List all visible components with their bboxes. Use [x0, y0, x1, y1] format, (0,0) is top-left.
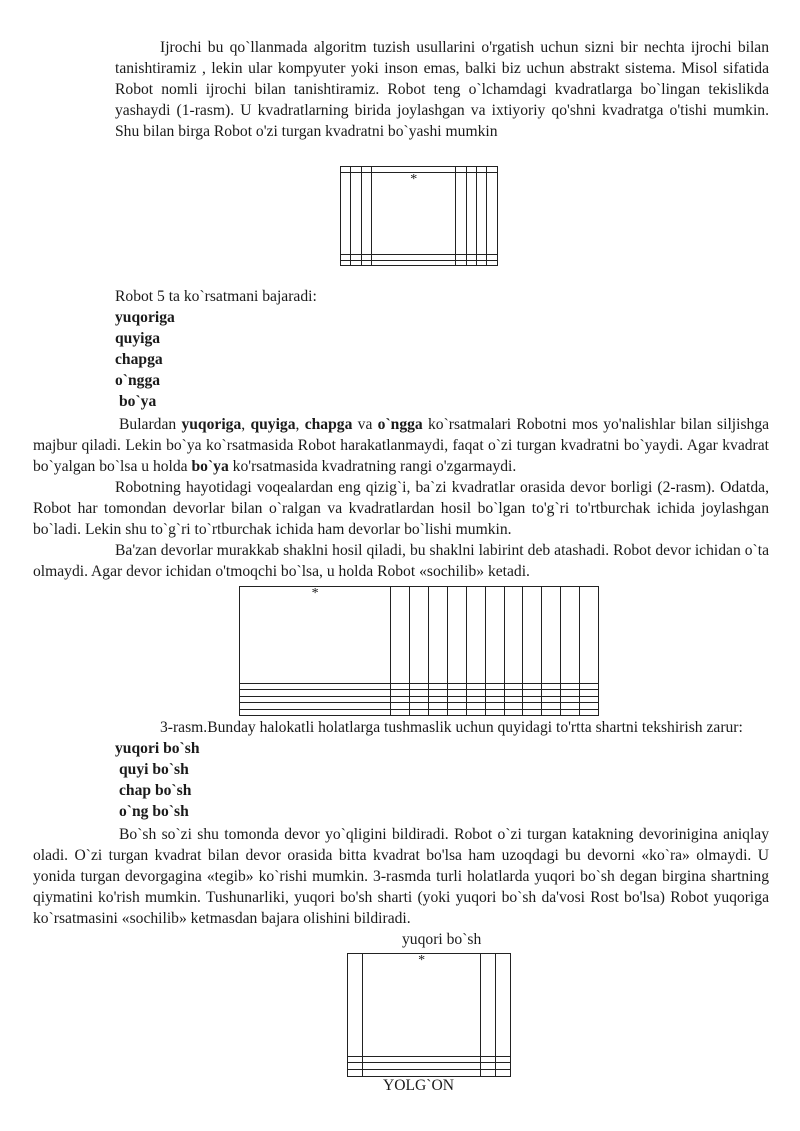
labyrinth-paragraph: Ba'zan devorlar murakkab shaklni hosil qiladi, bu shaklni labirint deb atashadi. Robot devor ichidan o`ta olmaydi. Agar devor ichidan o'tmoqchi bo`lsa, u holda Robot «sochilib» ketadi. [33, 542, 769, 580]
grid-cell [496, 1063, 511, 1070]
command-quyiga: quyiga [115, 330, 161, 347]
condition-ong-bosh: o`ng bo`sh [119, 803, 189, 820]
walls-paragraph: Robotning hayotidagi voqealardan eng qizig`i, ba`zi kvadratlar orasida devor borligi (2-rasm). Odatda, Robot har tomondan devorlar bilan o`ralgan va kvadratlardan hosil bo`lgan to'g`ri to'rtburchak ichida joylashgan bo`ladi. Lekin shu to`g`ri to`rtburchak ichida ham devorlar bo`lishi mumkin. [33, 479, 769, 538]
grid-cell [561, 709, 580, 716]
grid-cell [391, 587, 410, 684]
figure3-caption: 3-rasm.Bunday halokatli holatlarga tushmaslik uchun quyidagi to'rtta shartni tekshirish zarur: [160, 719, 743, 736]
grid-cell [466, 260, 476, 266]
grid-cell [542, 587, 561, 684]
grid-cell [487, 172, 498, 255]
grid-cell [496, 1056, 511, 1063]
grid-cell [456, 260, 466, 266]
grid-cell [410, 709, 429, 716]
command-yuqoriga: yuqoriga [115, 309, 175, 326]
robot-marker: * [410, 171, 418, 187]
grid-cell [504, 709, 523, 716]
figure3-bottom-label: YOLG`ON [383, 1077, 455, 1094]
grid-cell [240, 709, 391, 716]
figure3-grid [347, 953, 511, 1077]
grid-cell [361, 172, 371, 255]
grid-cell [348, 954, 363, 1057]
robot-marker: * [311, 586, 319, 601]
grid-cell [362, 1063, 481, 1070]
grid-cell [351, 260, 361, 266]
grid-cell [580, 709, 599, 716]
grid-cell [362, 954, 481, 1057]
grid-cell [372, 172, 456, 255]
command-chapga: chapga [115, 351, 163, 368]
figure1-grid [340, 166, 498, 266]
grid-cell [466, 709, 485, 716]
grid-cell [372, 260, 456, 266]
grid-cell [476, 260, 486, 266]
grid-cell [447, 587, 466, 684]
grid-cell [481, 954, 496, 1057]
command-ongga: o`ngga [115, 372, 161, 389]
grid-row [341, 260, 498, 266]
grid-cell [348, 1070, 363, 1077]
grid-cell [466, 172, 476, 255]
grid-cell [341, 260, 351, 266]
grid-row [348, 1070, 511, 1077]
grid-cell [456, 172, 466, 255]
figure3-top-label: yuqori bo`sh [402, 931, 482, 948]
grid-cell [561, 587, 580, 684]
command-boya: bo`ya [119, 393, 157, 410]
grid-row [341, 172, 498, 255]
grid-cell [481, 1063, 496, 1070]
grid-cell [348, 1056, 363, 1063]
grid-cell [481, 1056, 496, 1063]
grid-cell [504, 587, 523, 684]
grid-cell [361, 260, 371, 266]
grid-cell [341, 172, 351, 255]
grid-cell [485, 587, 504, 684]
grid-cell [428, 587, 447, 684]
intro-paragraph: Ijrochi bu qo`llanmada algoritm tuzish usullarini o'rgatish uchun sizni bir nechta ijrochi bilan tanishtiramiz , lekin ular kompyuter yoki inson emas, balki biz uchun abstrakt sistema. Misol sifatida Robot nomli ijrochi bilan tanishtiramiz. Robot teng o`lchamdagi kvadratlarga bo`lingan tekislikda yashaydi (1-rasm). U kvadratlarning birida joylashgan va ixtiyoriy qo'shni kvadratga o'tishi mumkin. Shu bilan birga Robot o'zi turgan kvadratni bo`yashi mumkin [115, 39, 769, 140]
grid-cell [348, 1063, 363, 1070]
grid-cell [542, 709, 561, 716]
conditions-explanation-paragraph: Bo`sh so`zi shu tomonda devor yo`qligini bildiradi. Robot o`zi turgan katakning devorinigina aniqlay oladi. O`zi turgan kvadrat bilan devor orasida bitta kvadrat bo'lsa ham uzoqdagi bu devorni «ko`ra» olmaydi. U yonida turgan devorgagina «tegib» ko`rishi mumkin. 3-rasmda turli holatlarda yuqori bo`sh degan birgina shartning qiymatini ko'rish mumkin. Tushunarliki, yuqori bo'sh sharti (yoki yuqori bo`sh da'vosi Rost bo'lsa) Robot yuqoriga ko`rsatmasini «sochilib» ketmasdan bajara olishini bildiradi. [33, 826, 769, 927]
grid-cell [523, 587, 542, 684]
robot-marker: * [418, 953, 426, 968]
grid-cell [351, 172, 361, 255]
grid-row [348, 1063, 511, 1070]
grid-cell [485, 709, 504, 716]
grid-row [240, 709, 599, 716]
grid-cell [410, 587, 429, 684]
grid-cell [496, 1070, 511, 1077]
grid-cell [496, 954, 511, 1057]
grid-row [240, 587, 599, 684]
grid-cell [240, 587, 391, 684]
grid-row [348, 954, 511, 1057]
figure2-grid [239, 586, 599, 716]
grid-cell [580, 587, 599, 684]
grid-cell [428, 709, 447, 716]
condition-chap-bosh: chap bo`sh [119, 782, 192, 799]
grid-cell [447, 709, 466, 716]
grid-cell [487, 260, 498, 266]
commands-explanation-paragraph: Bulardan yuqoriga, quyiga, chapga va o`ngga ko`rsatmalari Robotni mos yo'nalishlar bilan siljishga majbur qiladi. Lekin bo`ya ko`rsatmasida Robot harakatlanmaydi, faqat o`zi turgan kvadratni bo`yaydi. Agar kvadrat bo`yalgan bo`lsa u holda bo`ya ko'rsatmasida kvadratning rangi o'zgarmaydi. [33, 416, 770, 475]
commands-intro: Robot 5 ta ko`rsatmani bajaradi: [115, 288, 317, 305]
condition-quyi-bosh: quyi bo`sh [119, 761, 189, 778]
grid-cell [466, 587, 485, 684]
grid-cell [523, 709, 542, 716]
grid-cell [362, 1056, 481, 1063]
grid-row [348, 1056, 511, 1063]
grid-cell [391, 709, 410, 716]
grid-cell [481, 1070, 496, 1077]
grid-cell [362, 1070, 481, 1077]
grid-cell [476, 172, 486, 255]
condition-yuqori-bosh: yuqori bo`sh [115, 740, 200, 757]
